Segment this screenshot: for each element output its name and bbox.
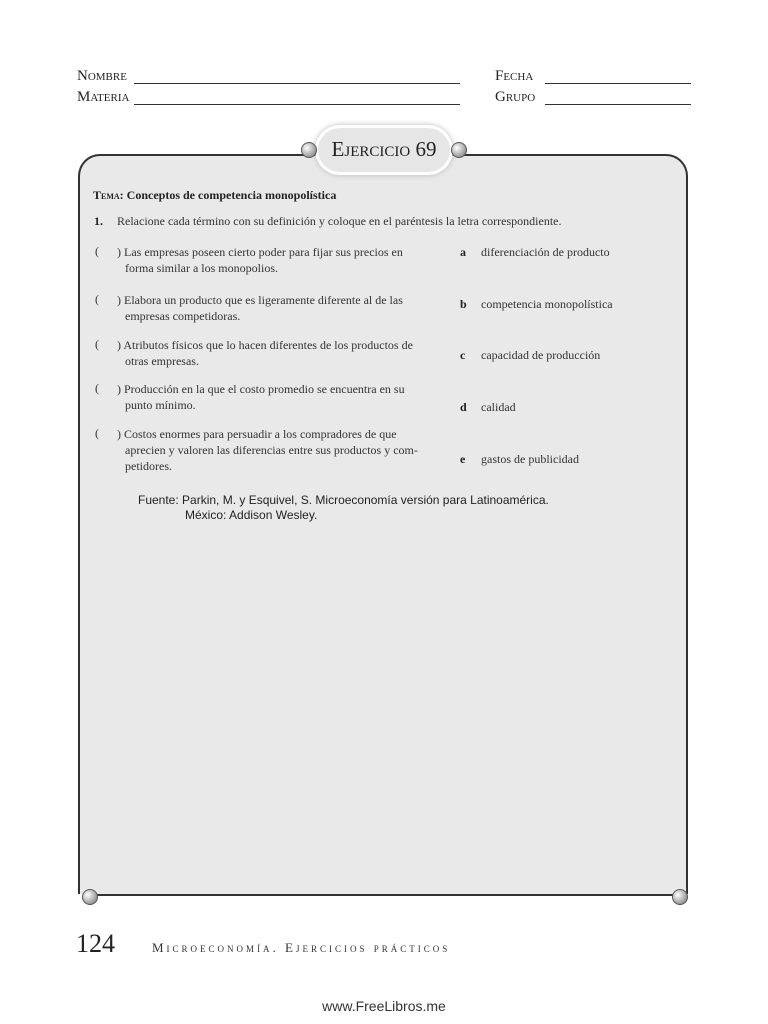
term-text: gastos de publicidad [481,452,579,466]
definition-line: otras empresas. [125,354,199,368]
fecha-line [545,83,691,84]
definition-item [117,337,437,369]
materia-line [134,104,460,105]
definition-line: petidores. [125,459,172,473]
term-letter: e [460,452,466,466]
definition-item [117,244,437,276]
topic-label: Tema: [93,188,124,202]
nombre-label: Nombre [77,68,127,84]
exercise-title: Ejercicio 69 [331,137,437,161]
book-title: Microeconomía. Ejercicios prácticos [152,940,451,955]
definition-item [117,292,437,324]
nombre-line [134,83,460,84]
ball-ornament-icon [451,142,467,158]
instruction-text: Relacione cada término con su definición y coloque en el paréntesis la letra correspondiente. [117,214,562,228]
definition-line: ) Costos enormes para persuadir a los compradores de que [117,427,397,441]
term-text: competencia monopolística [481,297,613,311]
term-letter: a [460,245,466,259]
instruction-number: 1. [94,214,103,228]
definition-line: empresas competidoras. [125,309,241,323]
source-line: Fuente: Parkin, M. y Esquivel, S. Microeconomía versión para Latinoamérica. [138,493,549,507]
topic-text: Conceptos de competencia monopolística [126,188,337,202]
grupo-label: Grupo [495,89,536,105]
ball-ornament-icon [301,142,317,158]
answer-paren: ( [95,337,99,351]
answer-paren: ( [95,426,99,440]
answer-paren: ( [95,381,99,395]
answer-paren: ( [95,244,99,258]
definition-line: aprecien y valoren las diferencias entre sus productos y com- [125,443,418,457]
definition-line: ) Atributos físicos que lo hacen diferentes de los productos de [117,338,413,352]
term-letter: d [460,400,467,414]
definition-line: ) Las empresas poseen cierto poder para fijar sus precios en [117,245,403,259]
definition-line: ) Producción en la que el costo promedio se encuentra en su [117,382,405,396]
term-text: calidad [481,400,516,414]
materia-label: Materia [77,89,130,105]
definition-line: ) Elabora un producto que es ligeramente diferente al de las [117,293,403,307]
answer-paren: ( [95,292,99,306]
definition-item [117,381,437,413]
definition-line: punto mínimo. [125,398,196,412]
source-citation [138,493,549,523]
grupo-line [545,104,691,105]
frame-bottom-rule [90,894,680,896]
term-letter: c [460,348,466,362]
ball-ornament-icon [82,889,98,905]
term-text: capacidad de producción [481,348,601,362]
page-number: 124 [76,929,115,958]
topic-line [93,188,336,203]
website-footer: www.FreeLibros.me [322,998,446,1014]
term-letter: b [460,297,467,311]
source-line: México: Addison Wesley. [185,508,318,522]
definition-item [117,426,437,474]
definition-line: forma similar a los monopolios. [125,261,278,275]
ball-ornament-icon [672,889,688,905]
term-text: diferenciación de producto [481,245,610,259]
fecha-label: Fecha [495,68,534,84]
